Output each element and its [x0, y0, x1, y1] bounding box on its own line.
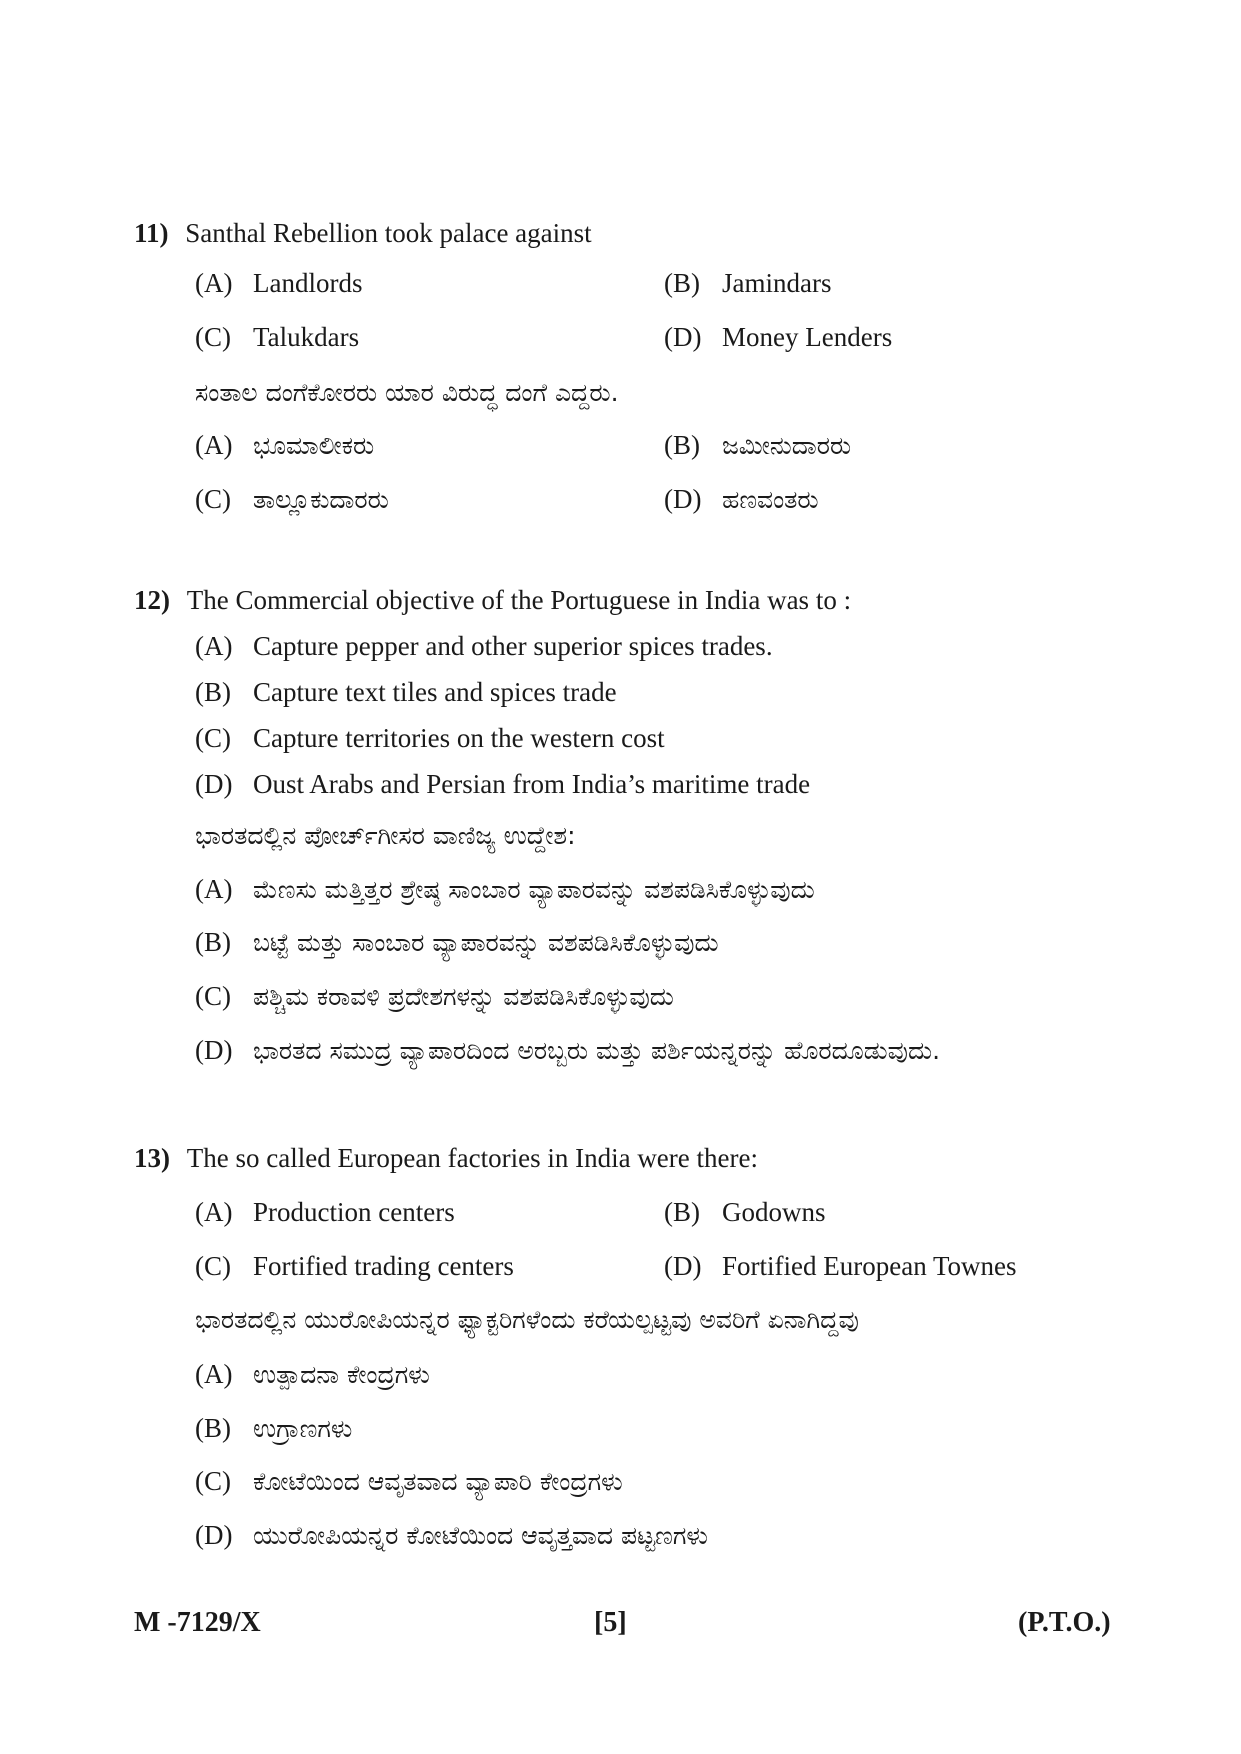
option-a-en	[195, 1195, 455, 1229]
option-d-kn	[664, 482, 819, 517]
option-d-en	[195, 767, 810, 801]
option-label: (A)	[195, 631, 233, 661]
question-text: The so called European factories in India were there:	[186, 1143, 758, 1173]
option-text: Money Lenders	[722, 322, 893, 352]
option-b-en	[664, 1195, 826, 1229]
option-c-en	[195, 1249, 514, 1283]
option-text: ಬಟ್ಟೆ ಮತ್ತು ಸಾಂಬಾರ ವ್ಯಾಪಾರವನ್ನು ವಶಪಡಿಸಿಕೊಳ್ಳುವುದು	[253, 928, 719, 957]
option-label: (B)	[664, 430, 700, 460]
option-a-kn	[195, 1357, 430, 1392]
option-text: Jamindars	[722, 268, 832, 298]
option-label: (C)	[195, 322, 231, 352]
option-label: (C)	[195, 1251, 231, 1281]
option-label: (A)	[195, 268, 233, 298]
option-text: Godowns	[722, 1197, 826, 1227]
option-text: Landlords	[253, 268, 363, 298]
option-text: ಭೂಮಾಲೀಕರು	[253, 431, 375, 460]
option-text: ಯುರೋಪಿಯನ್ನರ ಕೋಟೆಯಿಂದ ಆವೃತ್ತವಾದ ಪಟ್ಟಣಗಳು	[253, 1521, 708, 1550]
option-text: Capture territories on the western cost	[253, 723, 665, 753]
option-c-en	[195, 320, 359, 354]
option-text: Fortified European Townes	[722, 1251, 1017, 1281]
question-text: The Commercial objective of the Portuguese in India was to :	[186, 585, 852, 615]
question-number: 13)	[134, 1143, 170, 1173]
option-label: (D)	[195, 1520, 233, 1550]
option-text: ಹಣವಂತರು	[722, 485, 819, 514]
option-c-kn	[195, 482, 389, 517]
option-b-kn	[195, 925, 719, 960]
question-11-stem	[134, 216, 592, 250]
option-label: (B)	[195, 927, 231, 957]
option-label: (D)	[664, 1251, 702, 1281]
option-text: Capture pepper and other superior spices trades.	[253, 631, 773, 661]
option-label: (B)	[195, 677, 231, 707]
option-d-kn	[195, 1033, 940, 1068]
option-d-kn	[195, 1518, 708, 1553]
option-text: Oust Arabs and Persian from India’s maritime trade	[253, 769, 811, 799]
option-text: Capture text tiles and spices trade	[253, 677, 617, 707]
option-label: (A)	[195, 874, 233, 904]
option-text: ಮೆಣಸು ಮತ್ತಿತ್ತರ ಶ್ರೇಷ್ಠ ಸಾಂಬಾರ ವ್ಯಾಪಾರವನ್ನು ವಶಪಡಿಸಿಕೊಳ್ಳುವುದು	[253, 875, 815, 904]
option-label: (C)	[195, 1466, 231, 1496]
option-label: (C)	[195, 981, 231, 1011]
question-number: 12)	[134, 585, 170, 615]
option-label: (D)	[195, 1035, 233, 1065]
option-b-kn	[664, 428, 851, 463]
paper-code: M -7129/X	[134, 1607, 261, 1638]
option-label: (D)	[664, 484, 702, 514]
option-a-en	[195, 266, 362, 300]
option-text: Production centers	[253, 1197, 455, 1227]
option-text: ತಾಲ್ಲೂಕುದಾರರು	[253, 485, 389, 514]
question-13-stem	[134, 1141, 758, 1175]
option-a-kn	[195, 872, 815, 907]
option-c-en	[195, 721, 665, 755]
option-label: (B)	[195, 1413, 231, 1443]
question-text: Santhal Rebellion took palace against	[185, 218, 592, 248]
option-b-en	[664, 266, 831, 300]
option-a-kn	[195, 428, 374, 463]
question-text-kannada: ಸಂತಾಲ ದಂಗೆಕೋರರು ಯಾರ ವಿರುದ್ಧ ದಂಗೆ ಎದ್ದರು.	[195, 378, 619, 407]
option-label: (A)	[195, 430, 233, 460]
option-c-kn	[195, 1464, 623, 1499]
option-text: ಪಶ್ಚಿಮ ಕರಾವಳಿ ಪ್ರದೇಶಗಳನ್ನು ವಶಪಡಿಸಿಕೊಳ್ಳುವುದು	[253, 982, 674, 1011]
option-a-en	[195, 629, 773, 663]
pto-label: (P.T.O.)	[1018, 1607, 1111, 1638]
page-number: [5]	[594, 1607, 627, 1638]
option-label: (C)	[195, 484, 231, 514]
question-number: 11)	[134, 218, 169, 248]
option-c-kn	[195, 979, 674, 1014]
option-label: (D)	[195, 769, 233, 799]
option-text: ಜಮೀನುದಾರರು	[722, 431, 852, 460]
option-label: (C)	[195, 723, 231, 753]
option-label: (A)	[195, 1359, 233, 1389]
option-text: ಭಾರತದ ಸಮುದ್ರ ವ್ಯಾಪಾರದಿಂದ ಅರಬ್ಬರು ಮತ್ತು ಪರ್ಶಿಯನ್ನರನ್ನು ಹೊರದೂಡುವುದು.	[253, 1036, 941, 1065]
option-label: (A)	[195, 1197, 233, 1227]
option-text: ಉತ್ಪಾದನಾ ಕೇಂದ್ರಗಳು	[253, 1360, 430, 1389]
option-text: ಕೋಟೆಯಿಂದ ಆವೃತವಾದ ವ್ಯಾಪಾರಿ ಕೇಂದ್ರಗಳು	[253, 1467, 623, 1496]
option-b-en	[195, 675, 617, 709]
question-text-kannada: ಭಾರತದಲ್ಲಿನ ಯುರೋಪಿಯನ್ನರ ಫ್ಯಾಕ್ಟರಿಗಳೆಂದು ಕರೆಯಲ್ಪಟ್ಟವು ಅವರಿಗೆ ಏನಾಗಿದ್ದವು	[195, 1305, 859, 1334]
option-d-en	[664, 320, 892, 354]
question-text-kannada: ಭಾರತದಲ್ಲಿನ ಪೋರ್ಚ್‌ಗೀಸರ ವಾಣಿಜ್ಯ ಉದ್ದೇಶ:	[195, 821, 576, 850]
option-text: Talukdars	[253, 322, 360, 352]
option-b-kn	[195, 1411, 352, 1446]
option-text: Fortified trading centers	[253, 1251, 514, 1281]
option-d-en	[664, 1249, 1017, 1283]
option-label: (B)	[664, 1197, 700, 1227]
option-label: (D)	[664, 322, 702, 352]
option-text: ಉಗ್ರಾಣಗಳು	[253, 1414, 353, 1443]
option-label: (B)	[664, 268, 700, 298]
question-12-stem	[134, 583, 851, 617]
